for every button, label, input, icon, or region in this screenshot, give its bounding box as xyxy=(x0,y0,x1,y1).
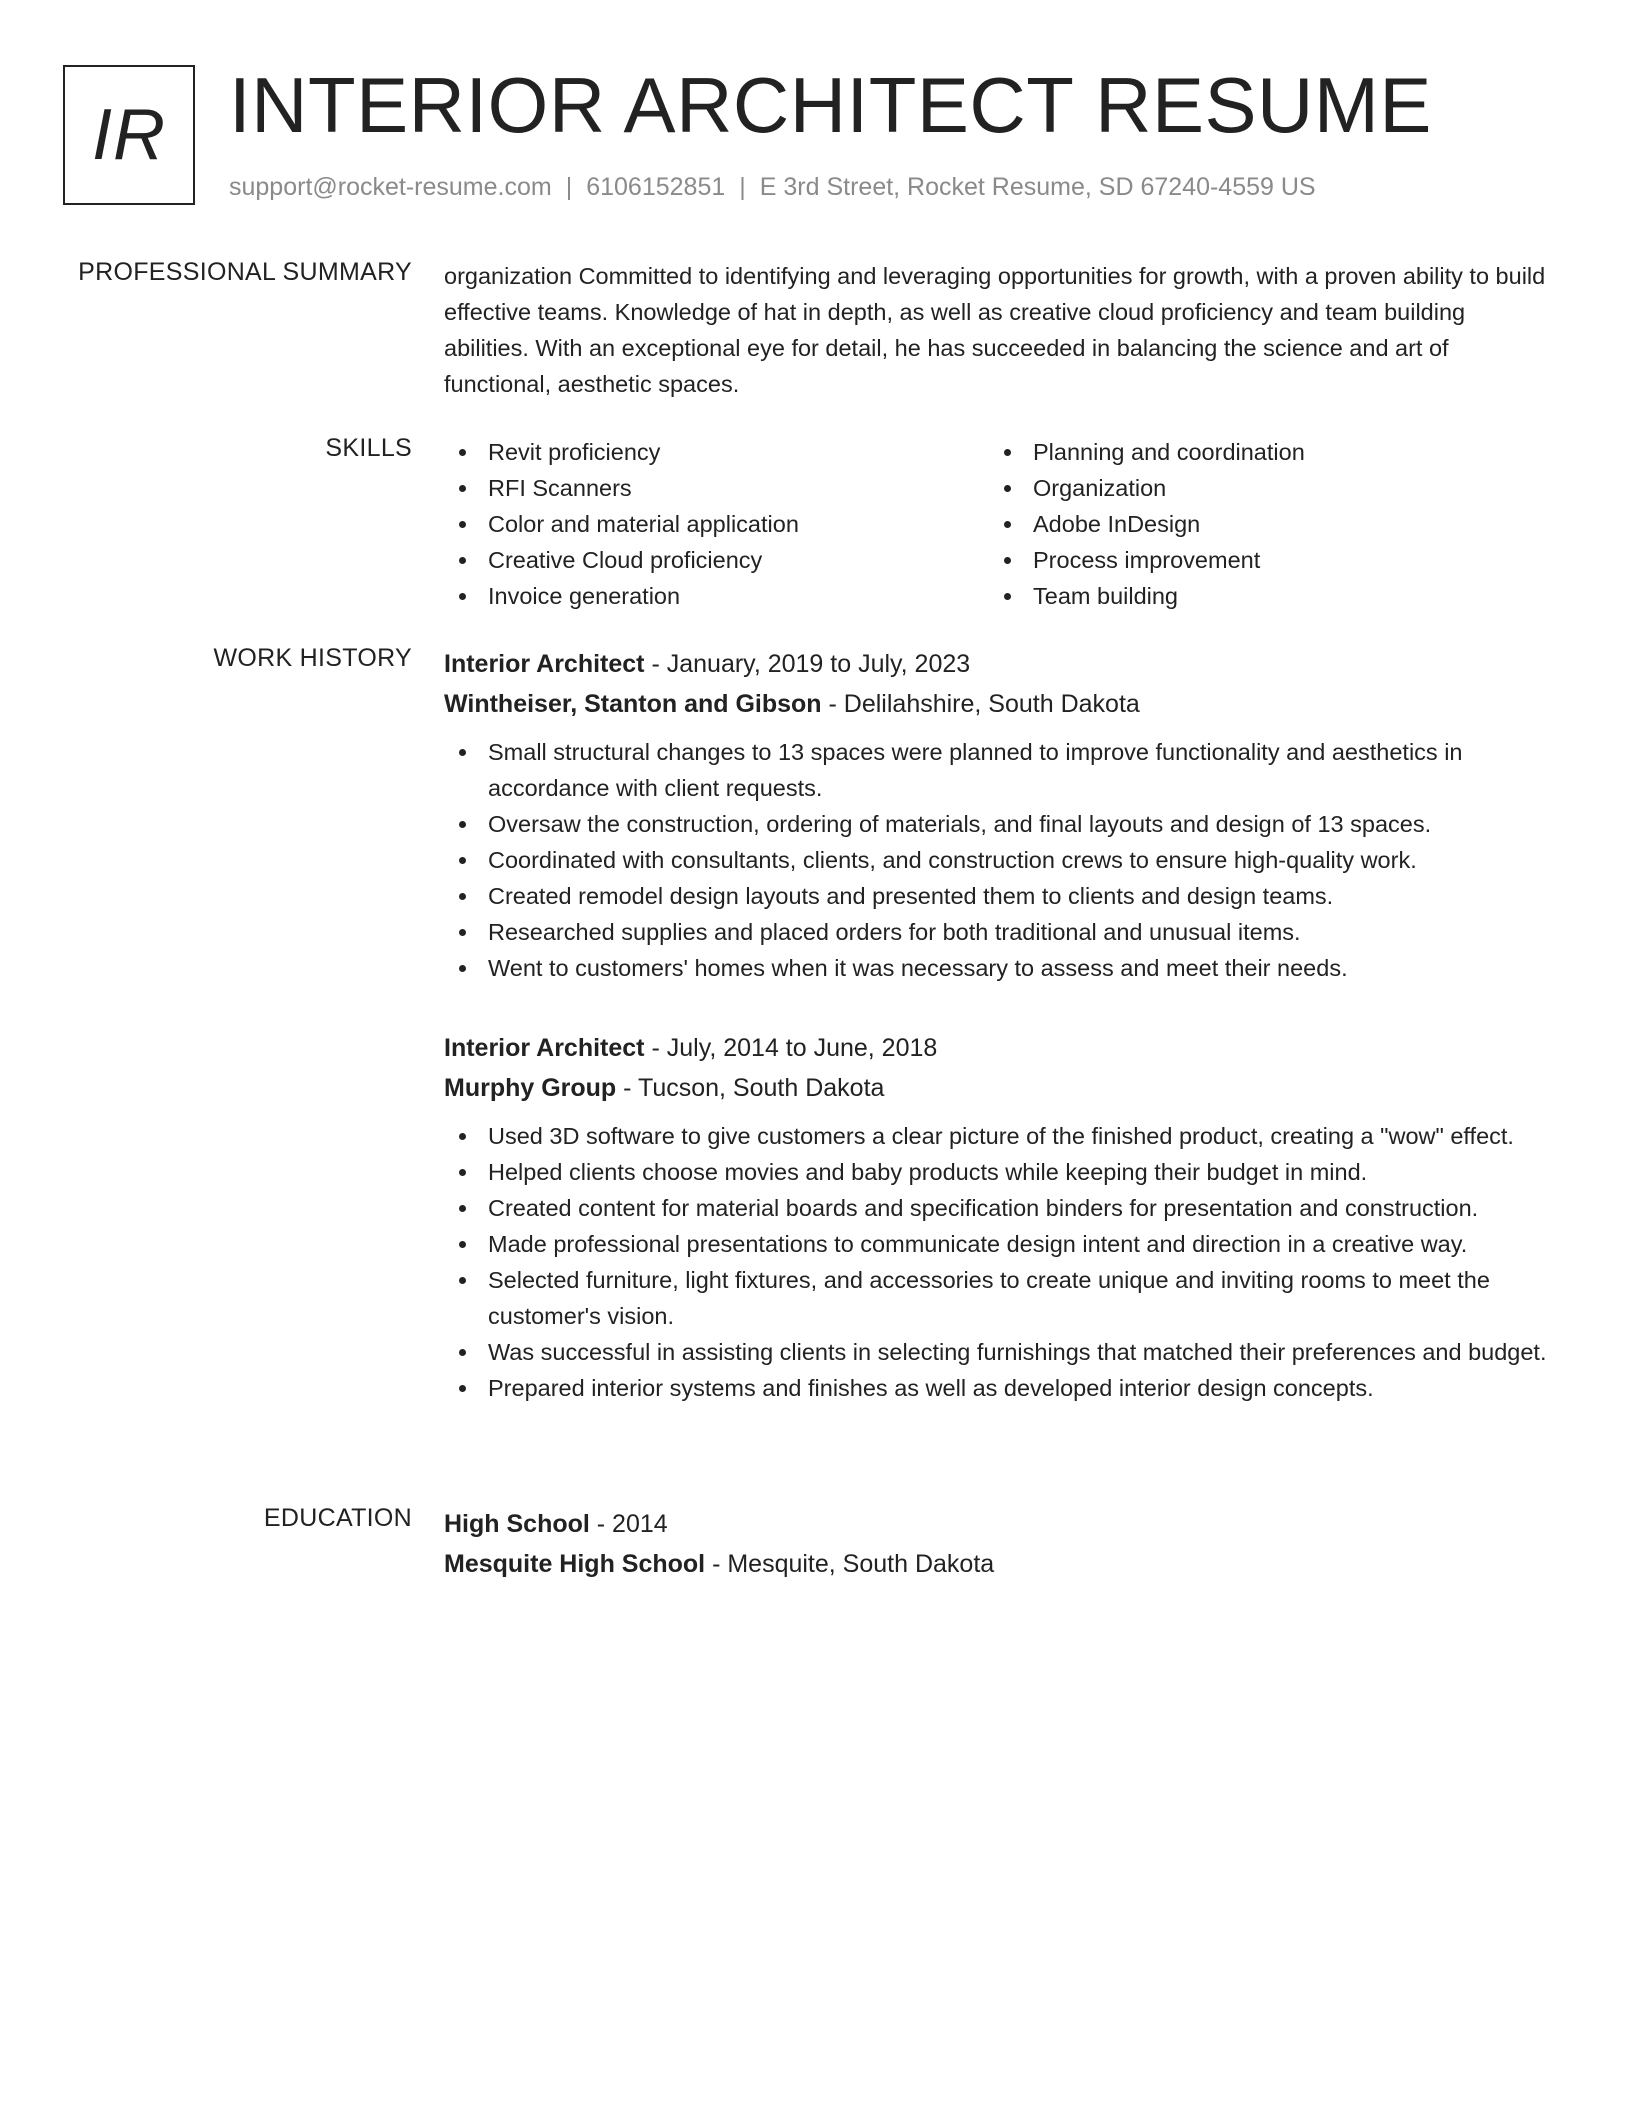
job-title: Interior Architect xyxy=(444,1034,645,1062)
skill-item: Creative Cloud proficiency xyxy=(444,542,989,578)
skills-list-left xyxy=(444,434,989,614)
job-entry xyxy=(444,644,1556,986)
job-duty: Went to customers' homes when it was necessary to assess and meet their needs. xyxy=(444,950,1556,986)
skills-body xyxy=(444,434,1556,614)
skill-item: Revit proficiency xyxy=(444,434,989,470)
education-year: - 2014 xyxy=(589,1510,668,1538)
contact-address: E 3rd Street, Rocket Resume, SD 67240-4559 US xyxy=(759,173,1316,201)
job-company: Wintheiser, Stanton and Gibson xyxy=(444,690,822,718)
work-history-body xyxy=(444,644,1556,1448)
job-title: Interior Architect xyxy=(444,650,645,678)
job-duty: Small structural changes to 13 spaces were planned to improve functionality and aesthetics in accordance with client requests. xyxy=(444,734,1556,806)
job-duties-list xyxy=(444,1118,1556,1406)
summary-text: organization Committed to identifying and leveraging opportunities for growth, with a proven ability to build effective teams. Knowledge of hat in depth, as well as creative cloud proficiency and team building abilities. With an exceptional eye for detail, he has succeeded in balancing the science and art of functional, aesthetic spaces. xyxy=(444,263,1546,397)
job-title-line xyxy=(444,1028,1556,1068)
job-duty: Used 3D software to give customers a clear picture of the finished product, creating a "wow" effect. xyxy=(444,1118,1556,1154)
job-company-line xyxy=(444,684,1556,724)
job-company-line xyxy=(444,1068,1556,1108)
education-degree-line xyxy=(444,1504,1556,1544)
skill-item: Team building xyxy=(989,578,1534,614)
job-duty: Researched supplies and placed orders for both traditional and unusual items. xyxy=(444,914,1556,950)
skill-item: Adobe InDesign xyxy=(989,506,1534,542)
education-body xyxy=(444,1504,1556,1584)
skill-item: RFI Scanners xyxy=(444,470,989,506)
job-location: - Tucson, South Dakota xyxy=(616,1074,885,1102)
contact-separator: | xyxy=(565,173,573,201)
job-duty: Created remodel design layouts and presented them to clients and design teams. xyxy=(444,878,1556,914)
job-duty: Selected furniture, light fixtures, and accessories to create unique and inviting rooms to meet the customer's vision. xyxy=(444,1262,1556,1334)
job-dates: - January, 2019 to July, 2023 xyxy=(644,650,971,678)
skill-item: Organization xyxy=(989,470,1534,506)
monogram-logo: IR xyxy=(63,65,195,205)
job-duty: Oversaw the construction, ordering of materials, and final layouts and design of 13 spaces. xyxy=(444,806,1556,842)
education-degree: High School xyxy=(444,1510,590,1538)
job-duties-list xyxy=(444,734,1556,986)
section-label-work-history: WORK HISTORY xyxy=(213,644,412,672)
skills-list-right xyxy=(989,434,1534,614)
education-school: Mesquite High School xyxy=(444,1550,706,1578)
contact-separator: | xyxy=(739,173,746,201)
job-location: - Delilahshire, South Dakota xyxy=(821,690,1140,718)
contact-email: support@rocket-resume.com xyxy=(229,173,552,201)
section-label-summary: PROFESSIONAL SUMMARY xyxy=(78,258,412,286)
job-company: Murphy Group xyxy=(444,1074,617,1102)
education-school-line xyxy=(444,1544,1556,1584)
skill-item: Color and material application xyxy=(444,506,989,542)
job-title-line xyxy=(444,644,1556,684)
job-entry xyxy=(444,1028,1556,1406)
job-duty: Created content for material boards and specification binders for presentation and construction. xyxy=(444,1190,1556,1226)
education-location: - Mesquite, South Dakota xyxy=(705,1550,995,1578)
contact-phone: 6106152851 xyxy=(586,173,726,201)
job-dates: - July, 2014 to June, 2018 xyxy=(644,1034,938,1062)
contact-line xyxy=(229,173,1316,202)
job-duty: Coordinated with consultants, clients, and construction crews to ensure high-quality work. xyxy=(444,842,1556,878)
summary-body xyxy=(444,258,1556,402)
section-label-skills: SKILLS xyxy=(325,434,412,462)
skill-item: Invoice generation xyxy=(444,578,989,614)
job-duty: Made professional presentations to communicate design intent and direction in a creative way. xyxy=(444,1226,1556,1262)
job-duty: Was successful in assisting clients in selecting furnishings that matched their preferences and budget. xyxy=(444,1334,1556,1370)
skill-item: Process improvement xyxy=(989,542,1534,578)
job-duty: Helped clients choose movies and baby products while keeping their budget in mind. xyxy=(444,1154,1556,1190)
page-title: INTERIOR ARCHITECT RESUME xyxy=(229,61,1432,149)
skill-item: Planning and coordination xyxy=(989,434,1534,470)
job-duty: Prepared interior systems and finishes as well as developed interior design concepts. xyxy=(444,1370,1556,1406)
section-label-education: EDUCATION xyxy=(263,1504,412,1532)
